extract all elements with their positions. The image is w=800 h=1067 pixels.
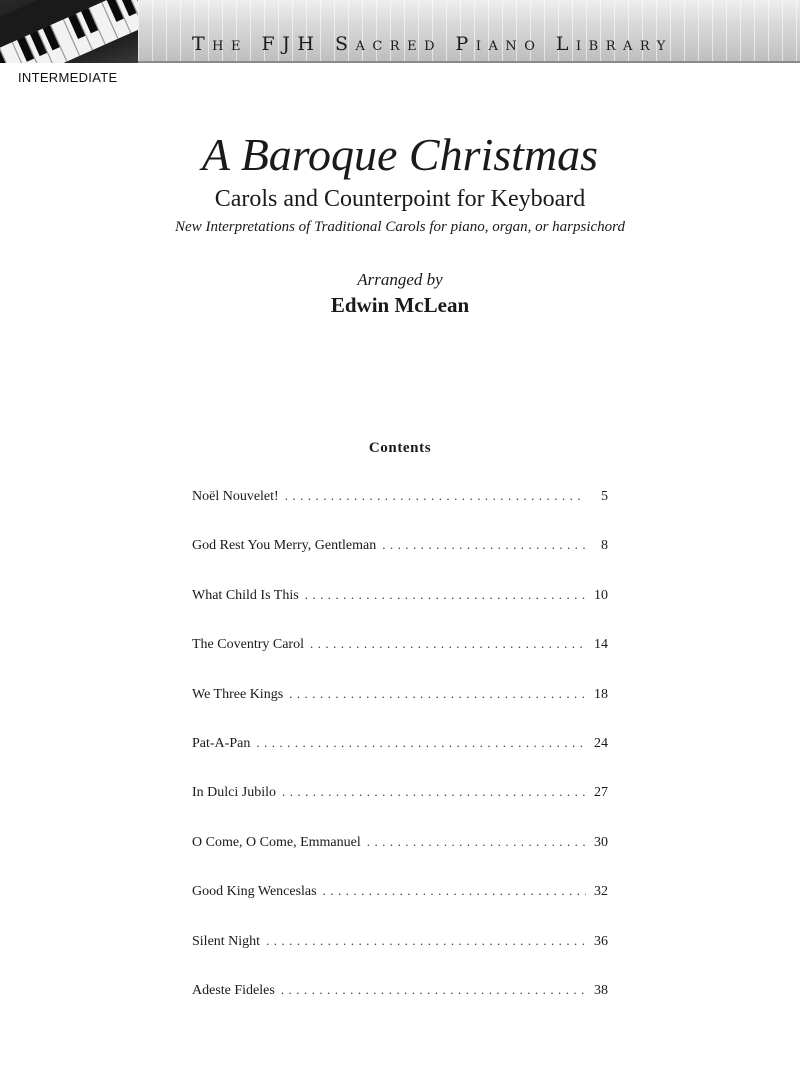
dot-leader [285, 488, 586, 504]
title-block [0, 126, 800, 238]
toc-entry [192, 933, 608, 982]
contents-heading: Contents [368, 440, 432, 456]
toc-entry-page: 24 [594, 735, 608, 751]
series-title: The FJH Sacred Piano Library [192, 33, 673, 55]
dot-leader [367, 834, 586, 850]
toc-entry-page: 5 [601, 489, 608, 504]
series-header [0, 0, 800, 63]
toc-entry-title: In Dulci Jubilo [192, 785, 276, 801]
toc-entry-title: Silent Night [192, 933, 261, 949]
toc-entry [192, 587, 608, 636]
toc-entry-title: Noël Nouvelet! [192, 489, 279, 504]
toc-entry-page: 27 [594, 785, 608, 801]
toc-entry-page: 10 [594, 587, 608, 603]
toc-entry-title: Adeste Fideles [192, 982, 275, 998]
dot-leader [289, 686, 586, 702]
arranger-name: Edwin McLean [330, 293, 470, 317]
dot-leader [323, 883, 586, 899]
dot-leader [282, 784, 586, 800]
toc-entry [192, 488, 608, 537]
dot-leader [266, 933, 586, 949]
level-label: INTERMEDIATE [18, 70, 118, 85]
toc-entry-page: 14 [594, 637, 608, 653]
piano-keys-icon [0, 0, 138, 63]
toc-entry [192, 735, 608, 784]
arranged-by-label: Arranged by [357, 270, 443, 289]
toc-entry-title: What Child Is This [192, 587, 299, 603]
toc-entry [192, 982, 608, 1031]
toc-entry-title: We Three Kings [192, 686, 284, 702]
toc-entry-page: 36 [594, 933, 608, 949]
book-tagline: New Interpretations of Traditional Carols for piano, organ, or harpsichord [175, 219, 625, 235]
toc-entry [192, 537, 608, 586]
book-subtitle: Carols and Counterpoint for Keyboard [214, 186, 586, 212]
toc-entry-title: God Rest You Merry, Gentleman [192, 538, 377, 554]
dot-leader [256, 735, 586, 751]
toc-entry-page: 18 [594, 686, 608, 702]
toc-entry-page: 32 [594, 884, 608, 900]
toc-entry-page: 30 [594, 834, 608, 850]
toc-entry [192, 636, 608, 685]
dot-leader [310, 636, 586, 652]
dot-leader [281, 982, 586, 998]
toc-entry-title: The Coventry Carol [192, 637, 304, 653]
table-of-contents [192, 488, 608, 1031]
arranger-block [0, 268, 800, 318]
dot-leader [382, 537, 586, 553]
toc-entry-title: O Come, O Come, Emmanuel [192, 834, 361, 850]
toc-entry [192, 883, 608, 932]
toc-entry [192, 834, 608, 883]
toc-entry-page: 38 [594, 982, 608, 998]
toc-entry [192, 784, 608, 833]
toc-entry-title: Pat-A-Pan [192, 735, 251, 751]
toc-entry-title: Good King Wenceslas [192, 884, 317, 900]
toc-entry-page: 8 [601, 538, 608, 554]
book-title: A Baroque Christmas [201, 129, 599, 180]
dot-leader [305, 587, 586, 603]
toc-entry [192, 686, 608, 735]
